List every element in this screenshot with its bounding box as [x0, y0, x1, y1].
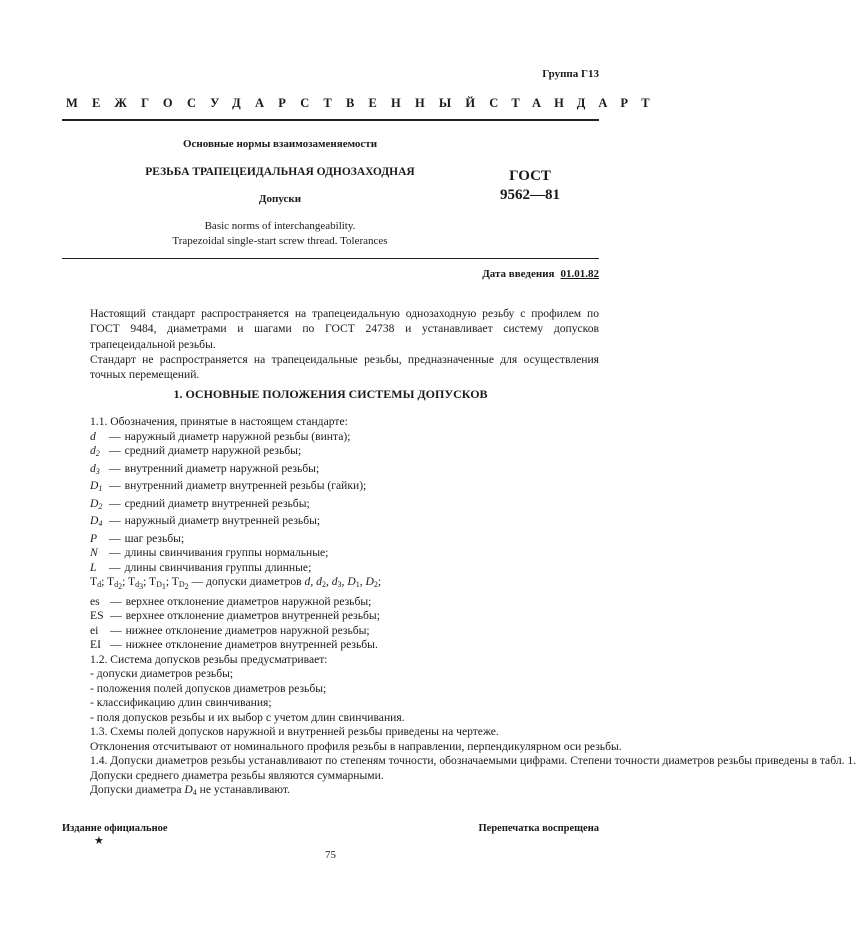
symbol-d2: $d_2$ — средний диаметр наружной резьбы;	[90, 444, 302, 458]
intro-date-value: 01.01.82	[560, 268, 599, 280]
bullet-4: - поля допусков резьбы и их выбор с учетом длин свинчивания.	[90, 710, 405, 724]
symbol-P: P — шаг резьбы;	[90, 531, 185, 545]
clause-1-1: 1.1. Обозначения, принятые в настоящем стандарте:	[90, 415, 348, 428]
reprint-notice: Перепечатка воспрещена	[478, 823, 599, 834]
clause-1-3-deviation: Отклонения отсчитывают от номинального профиля резьбы в направлении, перпендикулярном оси резьбы.	[90, 739, 622, 753]
english-title-line2: Trapezoidal single-start screw thread. Tolerances	[172, 235, 388, 247]
gost-label: ГОСТ	[509, 168, 551, 184]
standard-banner	[66, 96, 663, 111]
symbol-N: N — длины свинчивания группы нормальные;	[90, 546, 329, 559]
english-title	[70, 219, 490, 249]
banner-standard: СТАНДАРТ	[489, 96, 663, 110]
scope-text: Настоящий стандарт распространяется на трапецеидальную однозаходную резьбу с профилем по ГОСТ 9484, диаметрами и шагами по ГОСТ 24738 и устанавливает систему допусков трапецеидальной резьбы.	[90, 307, 599, 351]
paragraph-scope	[62, 306, 599, 382]
gost-designation	[490, 167, 570, 205]
intro-date	[482, 268, 599, 280]
clause-1-4-total: Допуски среднего диаметра резьбы являются суммарными.	[90, 768, 384, 782]
symbol-es: es — верхнее отклонение диаметров наружной резьбы;	[90, 594, 372, 608]
symbol-d: d — наружный диаметр наружной резьбы (винта);	[90, 429, 351, 443]
group-code: Группа Г13	[542, 68, 599, 80]
clause-1-4-D4: Допуски диаметра $D_4$ не устанавливают.	[90, 783, 290, 797]
document-subtitle: Допуски	[258, 193, 302, 205]
page-number: 75	[325, 849, 336, 861]
title-rule	[62, 258, 599, 259]
symbol-T: $T_d$; $T_{d_2}$; $T_{d_3}$; $T_{D_1}$; $T_{D_2}$ — допуски диаметров d, $d_2$, $d_3$, $D_1$, $D_2$;	[90, 575, 382, 591]
section-1-heading: 1. ОСНОВНЫЕ ПОЛОЖЕНИЯ СИСТЕМЫ ДОПУСКОВ	[173, 387, 488, 401]
symbol-ei: ei — нижнее отклонение диаметров наружной резьбы;	[90, 623, 370, 637]
edition-label: Издание официальное	[62, 823, 168, 834]
banner-interstate: МЕЖГОСУДАРСТВЕННЫЙ	[66, 96, 490, 110]
basic-norms-heading: Основные нормы взаимозаменяемости	[182, 138, 378, 150]
exclusion-text: Стандарт не распространяется на трапецеидальные резьбы, предназначенные для осуществления точных перемещений.	[90, 352, 599, 382]
document-title: РЕЗЬБА ТРАПЕЦЕИДАЛЬНАЯ ОДНОЗАХОДНАЯ	[145, 166, 415, 178]
intro-date-label: Дата введения	[482, 268, 555, 280]
bullet-3: - классификацию длин свинчивания;	[90, 696, 272, 709]
english-title-line1: Basic norms of interchangeability.	[204, 220, 356, 232]
header-rule	[62, 119, 599, 121]
clause-1-2: 1.2. Система допусков резьбы предусматривает:	[90, 652, 328, 666]
bullet-1: - допуски диаметров резьбы;	[90, 667, 234, 680]
symbol-D1: $D_1$ — внутренний диаметр внутренней резьбы (гайки);	[90, 479, 367, 493]
symbol-D4: $D_4$ — наружный диаметр внутренней резьбы;	[90, 514, 321, 528]
gost-number: 9562—81	[500, 187, 560, 203]
clause-1-3: 1.3. Схемы полей допусков наружной и внутренней резьбы приведены на чертеже.	[90, 725, 499, 738]
symbol-ES: ES — верхнее отклонение диаметров внутренней резьбы;	[90, 609, 380, 622]
clause-1-4: 1.4. Допуски диаметров резьбы устанавливают по степеням точности, обозначаемыми цифрами. Степени точности диаметров резьбы приведены в табл. 1.	[90, 754, 856, 767]
symbol-D2: $D_2$ — средний диаметр внутренней резьбы;	[90, 496, 310, 511]
symbol-EI: EI — нижнее отклонение диаметров внутренней резьбы.	[90, 638, 378, 651]
symbol-L: L — длины свинчивания группы длинные;	[90, 560, 312, 574]
section-1-body	[90, 415, 856, 801]
bullet-2: - положения полей допусков диаметров резьбы;	[90, 681, 327, 695]
star-icon: ★	[94, 835, 104, 847]
symbol-d3: $d_3$ — внутренний диаметр наружной резьбы;	[90, 461, 320, 476]
